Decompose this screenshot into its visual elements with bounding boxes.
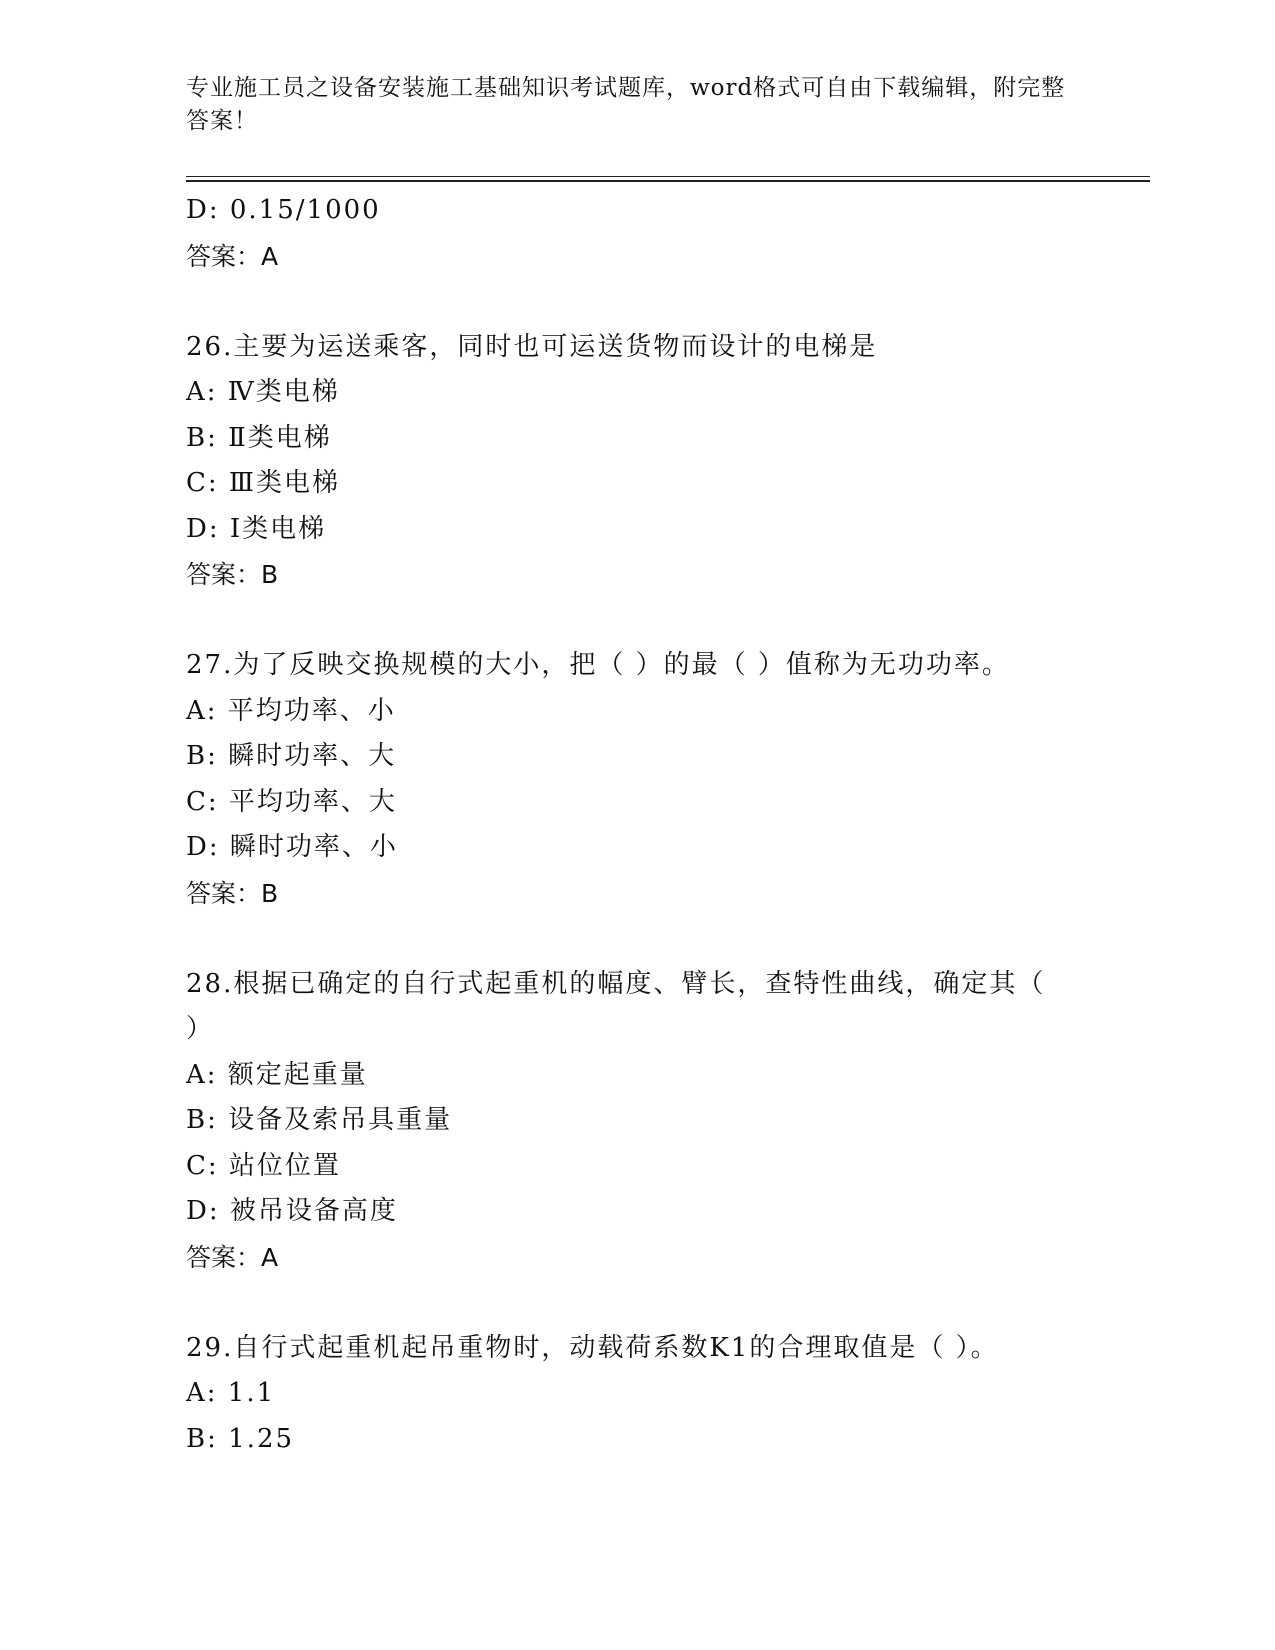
option-a: A: Ⅳ类电梯	[186, 377, 340, 407]
question-26	[186, 325, 1086, 598]
option-c: C: 平均功率、大	[186, 786, 397, 817]
option-b: B: 瞬时功率、大	[186, 741, 397, 771]
answer-line: 答案：B	[186, 878, 279, 908]
question-28	[186, 962, 1086, 1281]
option-b: B: Ⅱ类电梯	[186, 422, 332, 453]
answer-line: 答案：A	[186, 1242, 279, 1272]
question-stem: 29.自行式起重机起吊重物时，动载荷系数K1的合理取值是（ ）。	[186, 1332, 999, 1363]
question-list	[186, 188, 1086, 1462]
spacer	[186, 279, 1086, 325]
option-d: D: 瞬时功率、小	[186, 832, 398, 862]
header-divider-thick	[186, 180, 1150, 182]
document-header: 专业施工员之设备安装施工基础知识考试题库，word格式可自由下载编辑，附完整答案！	[186, 75, 1066, 134]
option-d: D: 被吊设备高度	[186, 1196, 398, 1226]
question-stem: 28.根据已确定的自行式起重机的幅度、臂长，查特性曲线，确定其（ ）	[186, 968, 1046, 1044]
option-a: A: 1.1	[186, 1378, 276, 1408]
header-divider-thin	[186, 176, 1150, 177]
question-stem: 27.为了反映交换规模的大小，把（ ）的最（ ）值称为无功功率。	[186, 650, 1010, 680]
spacer	[186, 916, 1086, 962]
option-d: D: Ⅰ类电梯	[186, 513, 327, 544]
option-c: C: Ⅲ类电梯	[186, 468, 340, 498]
spacer	[186, 1280, 1086, 1326]
spacer	[186, 598, 1086, 644]
option-a: A: 额定起重量	[186, 1059, 368, 1090]
option-d: D: 0.15/1000	[186, 195, 381, 225]
option-c: C: 站位位置	[186, 1150, 341, 1181]
answer-line: 答案：B	[186, 560, 279, 589]
option-b: B: 1.25	[186, 1423, 295, 1454]
option-b: B: 设备及索吊具重量	[186, 1105, 453, 1135]
question-27	[186, 643, 1086, 916]
option-a: A: 平均功率、小	[186, 695, 396, 726]
answer-line: 答案：A	[186, 241, 279, 271]
question-stem: 26.主要为运送乘客，同时也可运送货物而设计的电梯是	[186, 331, 878, 362]
question-29	[186, 1326, 1086, 1463]
